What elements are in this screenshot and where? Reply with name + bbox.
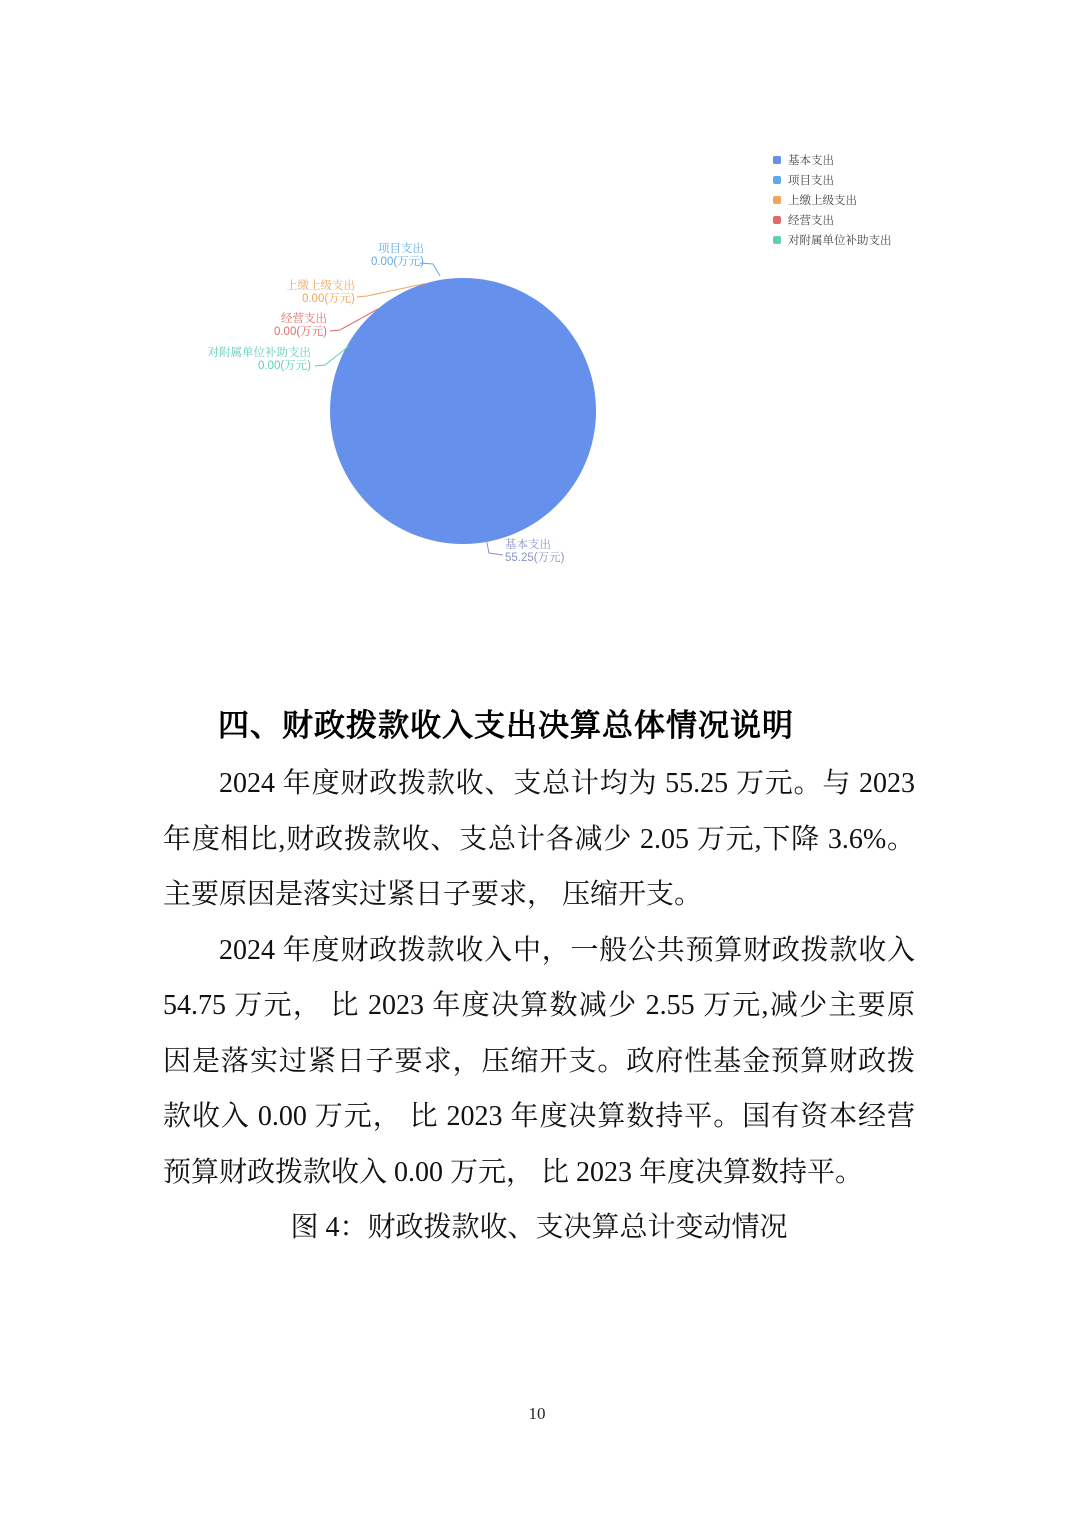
legend-item-subsidy-expense <box>773 230 892 250</box>
legend-swatch-icon <box>773 156 781 164</box>
section-heading: 四、财政拨款收入支出决算总体情况说明 <box>218 708 794 743</box>
legend-swatch-icon <box>773 176 781 184</box>
paragraph1-line3: 主要原因是落实过紧日子要求， 压缩开支。 <box>163 879 703 910</box>
chart-label-value: 0.00(万元) <box>273 326 327 338</box>
paragraph2-line5: 预算财政拨款收入 0.00 万元， 比 2023 年度决算数持平。 <box>163 1156 864 1188</box>
chart-label-value: 0.00(万元) <box>257 360 311 372</box>
chart-label-operating-expense <box>274 313 327 339</box>
chart-legend <box>773 150 892 250</box>
chart-label-subsidy-expense <box>208 347 312 373</box>
page-number: 10 <box>528 1404 546 1423</box>
legend-label: 对附属单位补助支出 <box>788 235 892 247</box>
legend-label: 上缴上级支出 <box>788 195 857 207</box>
chart-label-name: 经营支出 <box>281 313 327 325</box>
paragraph1-line2: 年度相比,财政拨款收、支总计各减少 2.05 万元,下降 3.6%。 <box>163 823 915 855</box>
chart-label-turned-over-expense <box>286 280 355 306</box>
chart-label-value: 55.25(万元) <box>505 552 565 564</box>
paragraph2-line2: 54.75 万元， 比 2023 年度决算数减少 2.55 万元,减少主要原 <box>163 990 915 1021</box>
legend-item-basic-expense <box>773 150 892 170</box>
chart-label-name: 基本支出 <box>505 539 551 551</box>
legend-label: 经营支出 <box>788 215 834 227</box>
legend-item-operating-expense <box>773 210 892 230</box>
chart-label-value: 0.00(万元) <box>370 256 424 268</box>
paragraph1-line1: 2024 年度财政拨款收、支总计均为 55.25 万元。与 2023 <box>219 768 915 799</box>
chart-label-name: 上缴上级支出 <box>286 280 355 292</box>
figure-caption: 图 4：财政拨款收、支决算总计变动情况 <box>290 1212 788 1243</box>
paragraph2-line3: 因是落实过紧日子要求，压缩开支。政府性基金预算财政拨 <box>163 1045 915 1077</box>
chart-label-project-expense <box>371 243 424 269</box>
legend-item-project-expense <box>773 170 892 190</box>
legend-item-turned-over-expense <box>773 190 892 210</box>
chart-label-name: 对附属单位补助支出 <box>207 347 311 359</box>
legend-label: 基本支出 <box>788 155 834 167</box>
legend-swatch-icon <box>773 216 781 224</box>
body-text <box>163 756 915 1256</box>
paragraph2-line4: 款收入 0.00 万元， 比 2023 年度决算数持平。国有资本经营 <box>163 1101 915 1132</box>
pie-slice-basic-expense <box>330 278 596 544</box>
legend-swatch-icon <box>773 196 781 204</box>
chart-label-basic-expense <box>505 539 564 565</box>
chart-label-name: 项目支出 <box>378 243 424 255</box>
legend-swatch-icon <box>773 236 781 244</box>
legend-label: 项目支出 <box>788 175 834 187</box>
chart-label-value: 0.00(万元) <box>301 293 355 305</box>
paragraph2-line1: 2024 年度财政拨款收入中，一般公共预算财政拨款收入 <box>219 934 915 966</box>
